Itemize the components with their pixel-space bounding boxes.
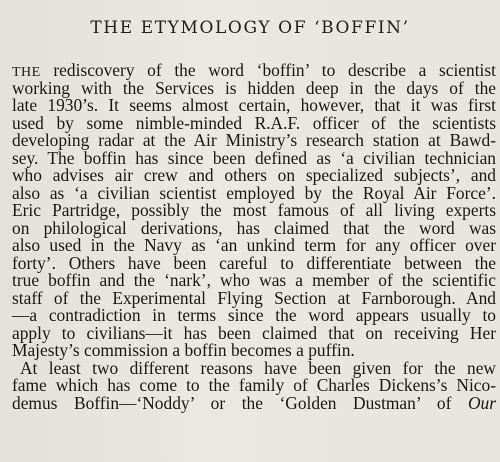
text-line: forty’. Others have been careful to differentiate between the	[12, 252, 496, 273]
text-line: true boffin and the ‘nark’, who was a member of the scientific	[12, 270, 496, 290]
text-line: —a contradiction in terms since the word appears usually to	[12, 305, 496, 325]
text-line: staff of the Experimental Flying Section at Farnborough. And	[12, 287, 496, 308]
text-line: At least two different reasons have been given for the new	[20, 357, 496, 378]
text-line: apply to civilians—it has been claimed that on receiving Her	[12, 322, 496, 343]
text-line: Eric Partridge, possibly the most famous of all living experts	[12, 200, 496, 220]
text-line: late 1930’s. It seems almost certain, however, that it was first	[12, 95, 496, 115]
text-line: on philological derivations, has claimed that the word was	[12, 217, 496, 238]
text-line: developing radar at the Air Ministry’s research station at Bawd-	[12, 130, 496, 150]
text-line: Majesty’s commission a boffin becomes a puffin.	[12, 340, 355, 360]
text-line: working with the Services is hidden deep in the days of the	[12, 77, 496, 98]
opening-word: THE	[12, 65, 41, 80]
italic-title-fragment: Our	[467, 392, 496, 413]
text-line: THE rediscovery of the word ‘boffin’ to describe a scientist	[12, 60, 496, 80]
text-line: sey. The boffin has since been defined as ‘a civilian technician	[12, 147, 496, 168]
text-line: who advises air crew and others on specialized subjects’, and	[12, 165, 496, 185]
text-line: demus Boffin—‘Noddy’ or the ‘Golden Dustman’ of Our	[12, 392, 496, 413]
text-line: fame which has come to the family of Charles Dickens’s Nico-	[12, 375, 496, 395]
text-line: also as ‘a civilian scientist employed by the Royal Air Force’.	[12, 182, 496, 203]
text-line: used by some nimble-minded R.A.F. officer of the scientists	[12, 112, 496, 133]
body-text	[12, 62, 496, 412]
text-line: also used in the Navy as ‘an unkind term for any officer over	[12, 235, 496, 255]
chapter-title: THE ETYMOLOGY OF ‘BOFFIN’	[90, 18, 410, 38]
